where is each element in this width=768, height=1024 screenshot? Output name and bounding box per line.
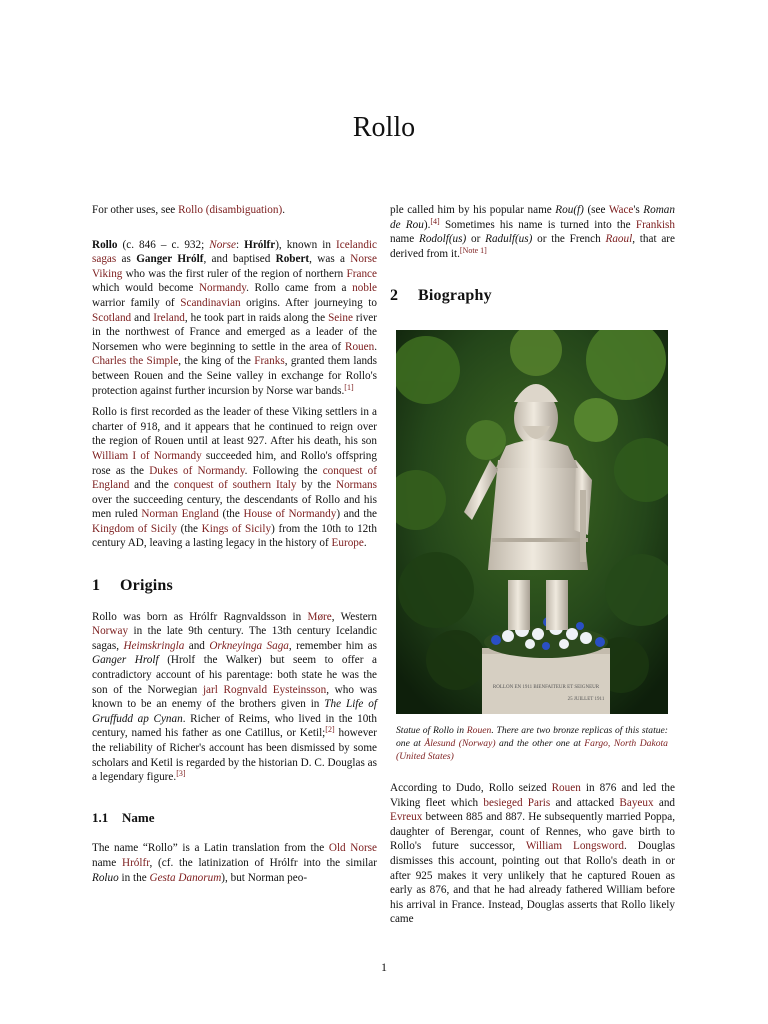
link-norman-england[interactable]: Norman England xyxy=(141,508,219,521)
bold-term: Rollo xyxy=(92,238,118,251)
link-icelandic-sagas[interactable]: Icelandic sagas xyxy=(92,238,378,266)
italic-term: Roman de Rou xyxy=(390,204,675,231)
link-wace[interactable]: Wace xyxy=(608,204,634,216)
link-norse[interactable]: Norse xyxy=(350,253,377,266)
section-title: Origins xyxy=(120,577,173,595)
italic-term: Roluo xyxy=(92,871,119,884)
bold-term: Robert xyxy=(275,253,310,266)
link-dukes-of-normandy[interactable]: Dukes of Normandy xyxy=(149,464,245,477)
plaque-text: ROLLON EN 1911 BIENFAITEUR ET SEIGNEUR xyxy=(492,684,600,690)
link-norway[interactable]: Norway xyxy=(92,625,129,638)
link-norse[interactable]: Norse xyxy=(209,238,236,251)
italic-term: The Life of Gruffudd ap Cynan xyxy=(92,698,377,725)
subsection-number: 1.1 xyxy=(92,809,109,825)
link-frankish[interactable]: Frankish xyxy=(635,218,675,231)
disambiguation-link[interactable]: Rollo (disambiguation) xyxy=(178,204,283,216)
bold-term: Hrólfr xyxy=(244,238,276,251)
link-ireland[interactable]: Ireland xyxy=(153,311,185,324)
link-seine[interactable]: Seine xyxy=(328,311,353,324)
link-gesta-danorum[interactable]: Gesta Danorum xyxy=(149,871,222,884)
link-heimskringla[interactable]: Heimskringla xyxy=(123,639,185,652)
citation-link[interactable]: [4] xyxy=(430,216,440,226)
link-conquest-of-southern-italy[interactable]: conquest of southern Italy xyxy=(173,479,297,492)
hatnote xyxy=(92,203,377,218)
link-conquest-of-england[interactable]: conquest of England xyxy=(92,464,377,492)
note-link[interactable]: [Note 1] xyxy=(459,245,487,255)
right-column xyxy=(390,203,675,934)
link-william-i[interactable]: William I of Normandy xyxy=(92,449,202,462)
link-kingdom-of-sicily[interactable]: Kingdom of Sicily xyxy=(92,522,177,535)
subsection-heading-name xyxy=(92,811,377,826)
page-title: Rollo xyxy=(352,112,416,143)
link-charles-the-simple[interactable]: Charles the Simple xyxy=(92,355,179,368)
statue-figure xyxy=(396,330,668,763)
hatnote-text: For other uses, see xyxy=(92,204,179,216)
link-normandy[interactable]: Normandy xyxy=(198,282,247,295)
lead-paragraph-1: Rollo (c. 846 – c. 932; Norse: Hrólfr), known in Icelandic sagas as Ganger Hrólf, and baptised Robert, was a Norse Viking who was the first ruler of the region of northern France which would become Normandy. Rollo came from a noble warrior family of Scandinavian origins. After journeying to Scotland and Ireland, he took part in raids along the Seine river in the northwest of France and emerged as a leader of the Norsemen who were beginning to settle in the area of Rouen. Charles the Simple, the king of the Franks, granted them lands between Rouen and the Seine valley in exchange for Rollo's protection against further incursion by Norse war bands.[1] xyxy=(92,238,378,397)
link-rognvald[interactable]: jarl Rognvald Eysteinsson xyxy=(202,683,327,696)
plaque-date: 25 JUILLET 1911 xyxy=(567,696,605,702)
link-house-of-normandy[interactable]: House of Normandy xyxy=(243,508,337,521)
bold-term: Ganger Hrólf xyxy=(136,253,204,266)
link-hrolfr[interactable]: Hrólfr xyxy=(121,856,150,869)
section-number: 1 xyxy=(92,577,101,595)
section-number: 2 xyxy=(390,287,399,305)
link-bayeux[interactable]: Bayeux xyxy=(619,796,654,809)
italic-term: Ganger Hrolf xyxy=(92,654,159,667)
link-viking[interactable]: Viking xyxy=(92,267,123,280)
link-noble[interactable]: noble xyxy=(352,282,377,295)
figure-caption: Statue of Rollo in Rouen. There are two bronze replicas of this statue: one at Ålesund (Norway) and the other one at Fargo, North Dakota (United States) xyxy=(396,724,668,762)
link-rouen[interactable]: Rouen xyxy=(344,340,375,353)
link-fargo[interactable]: Fargo, North Dakota (United States) xyxy=(396,737,668,762)
link-normans[interactable]: Normans xyxy=(335,479,377,492)
left-column xyxy=(92,203,377,892)
section-title: Biography xyxy=(418,287,492,305)
name-paragraph: The name “Rollo” is a Latin translation from the Old Norse name Hrólfr, (cf. the latinization of Hrólfr into the similar Roluo in the Gesta Danorum), but Norman peo- xyxy=(92,842,377,884)
link-william-longsword[interactable]: William Longsword xyxy=(525,840,624,853)
section-heading-origins xyxy=(92,579,377,594)
link-more[interactable]: Møre xyxy=(307,610,332,623)
italic-term: Rodolf(us) xyxy=(419,233,467,246)
link-scotland[interactable]: Scotland xyxy=(92,311,132,324)
link-evreux[interactable]: Evreux xyxy=(390,811,423,824)
link-old-norse[interactable]: Old Norse xyxy=(328,842,377,855)
link-rouen[interactable]: Rouen xyxy=(551,781,581,794)
hatnote-text: . xyxy=(282,204,285,216)
link-europe[interactable]: Europe xyxy=(331,537,364,550)
italic-term: Radulf(us) xyxy=(485,233,533,246)
page-number: 1 xyxy=(381,960,387,974)
link-alesund[interactable]: Ålesund (Norway) xyxy=(424,737,496,749)
citation-link[interactable]: [1] xyxy=(344,382,354,392)
lead-paragraph-2: Rollo is first recorded as the leader of these Viking settlers in a charter of 918, and it appears that he continued to reign over the region of Rouen until at least 927. After his death, his son William I of Normandy succeeded him, and Rollo's offspring rose as the Dukes of Normandy. Following the conquest of England and the conquest of southern Italy by the Normans over the succeeding century, the descendants of Rollo and his men ruled Norman England (the House of Normandy) and the Kingdom of Sicily (the Kings of Sicily) from the 10th to 12th century AD, leaving a lasting legacy in the history of Europe. xyxy=(92,406,378,550)
section-heading-biography xyxy=(390,289,675,304)
link-raoul[interactable]: Raoul xyxy=(605,233,633,246)
citation-link[interactable]: [2] xyxy=(325,725,335,735)
name-paragraph-continued: ple called him by his popular name Rou(f) (see Wace's Roman de Rou).[4] Sometimes his name is turned into the Frankish name Rodolf(us) or Radulf(us) or the French Raoul, that are derived from it.[Note 1] xyxy=(390,204,675,260)
link-kings-of-sicily[interactable]: Kings of Sicily xyxy=(201,522,272,535)
link-franks[interactable]: Franks xyxy=(254,355,285,368)
origins-paragraph: Rollo was born as Hrólfr Ragnvaldsson in Møre, Western Norway in the late 9th century. The 13th century Icelandic sagas, Heimskringla and Orkneyinga Saga, remember him as Ganger Hrolf (Hrolf the Walker) but seem to offer a contradictory account of his parentage: both state he was the son of the Norwegian jarl Rognvald Eysteinsson, who was known to be an enemy of the brothers given in The Life of Gruffudd ap Cynan. Richer of Reims, who lived in the 10th century, named his father as one Catillus, or Ketil;[2] however the reliability of Richer's account has been dismissed by some scholars and Ketil is regarded by the historian D. C. Douglas as a legendary figure.[3] xyxy=(92,610,378,784)
link-scandinavian[interactable]: Scandinavian xyxy=(180,296,241,309)
italic-term: Rou(f) xyxy=(555,204,584,216)
subsection-title: Name xyxy=(122,809,155,825)
link-rouen[interactable]: Rouen xyxy=(466,724,492,736)
link-orkneyinga-saga[interactable]: Orkneyinga Saga xyxy=(209,639,289,652)
link-siege-of-paris[interactable]: besieged Paris xyxy=(483,796,551,809)
biography-paragraph: According to Dudo, Rollo seized Rouen in 876 and led the Viking fleet which besieged Paris and attacked Bayeux and Evreux between 885 and 887. He subsequently married Poppa, daughter of Berengar, count of Rennes, who gave birth to Rollo's future successor, William Longsword. Douglas dismisses this account, pointing out that Rollo's death in or after 925 makes it very unlikely that he captured Rouen as early as 876, and that he had already fathered William before his arrival in France. Instead, Douglas asserts that Rollo likely came xyxy=(390,781,676,926)
link-france[interactable]: France xyxy=(346,267,377,280)
statue-of-rollo-image[interactable] xyxy=(396,330,668,714)
citation-link[interactable]: [3] xyxy=(176,769,186,779)
